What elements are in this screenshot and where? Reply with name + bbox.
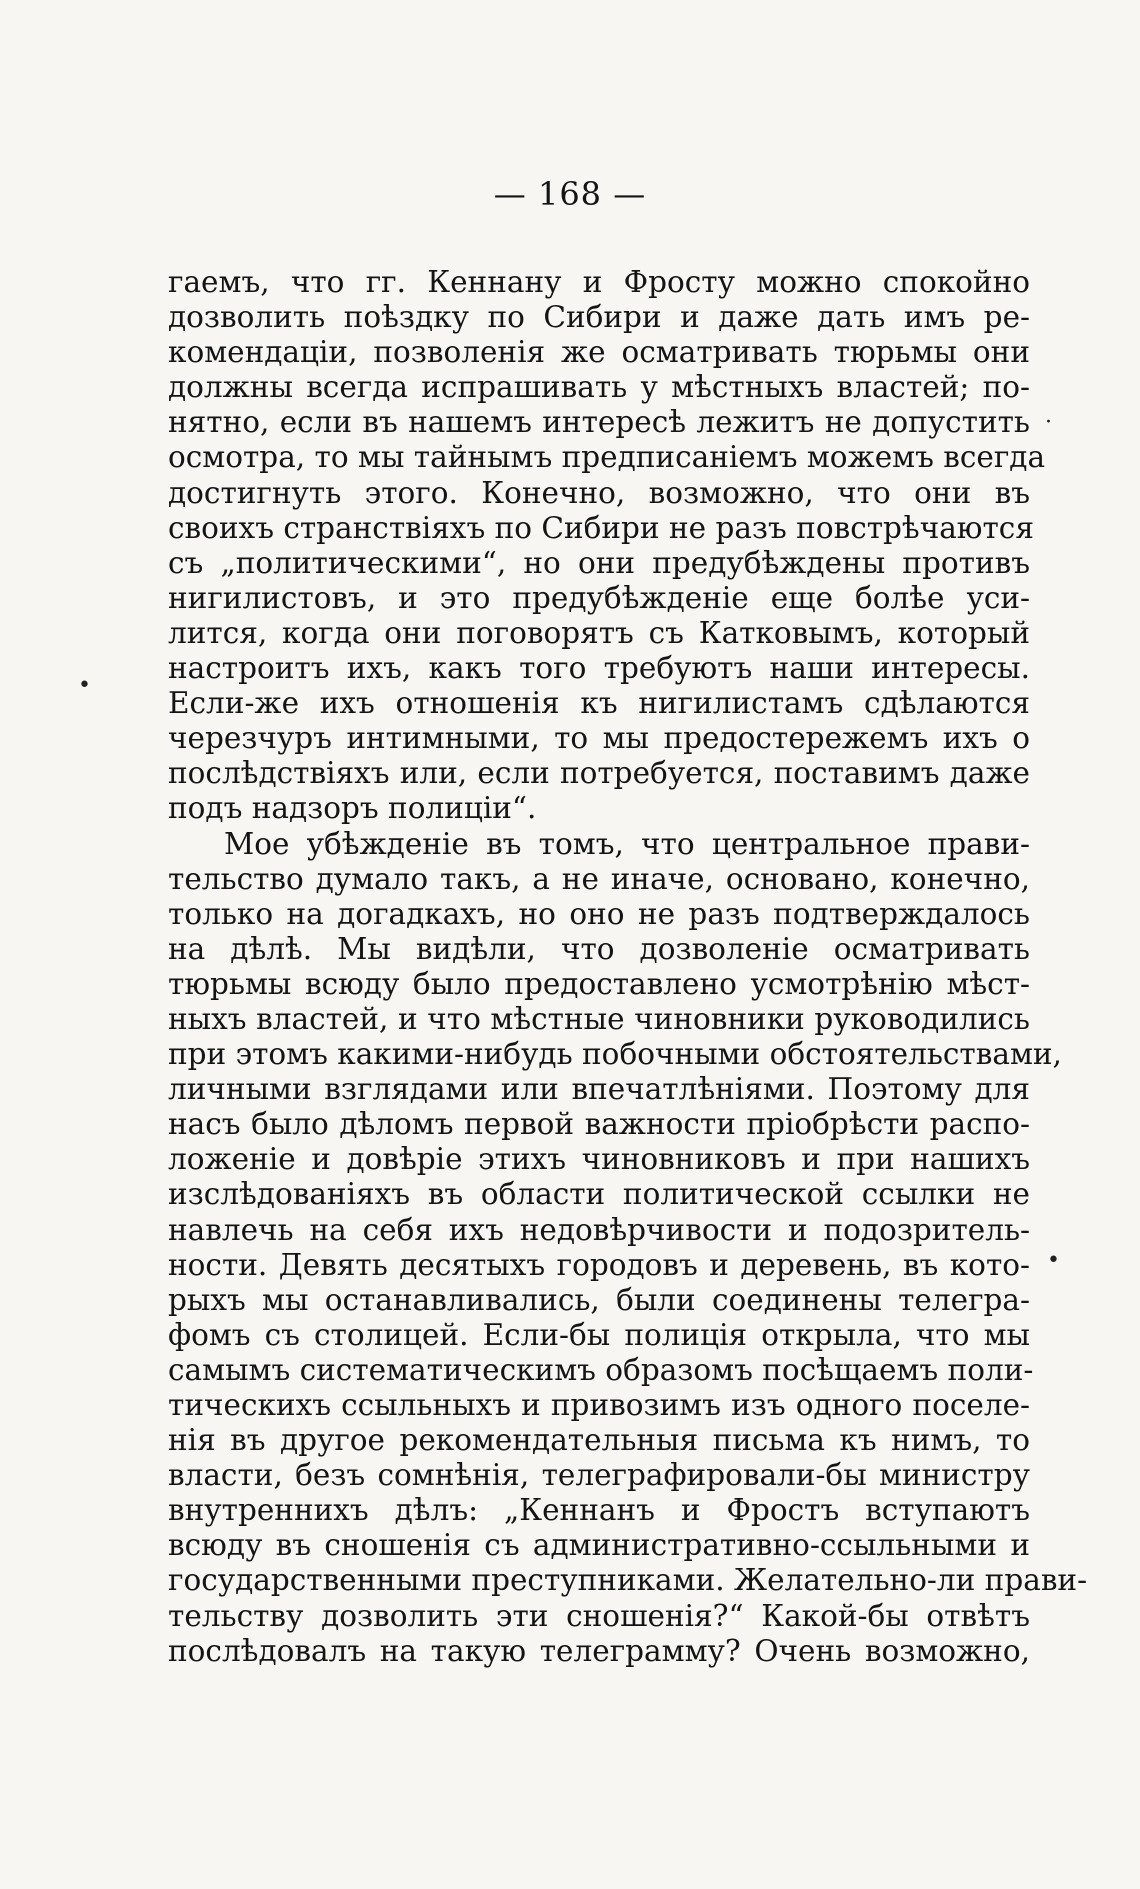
text-line: комендаціи, позволенія же осматривать тюрьмы они	[168, 335, 1030, 370]
text-line: нятно, если въ нашемъ интересѣ лежитъ не допустить	[168, 405, 1030, 440]
text-line: съ „политическими“, но они предубѣждены противъ	[168, 545, 1030, 580]
text-line: государственными преступниками. Желательно-ли прави-	[168, 1563, 1088, 1598]
text-line: только на догадкахъ, но оно не разъ подтверждалось	[168, 896, 1030, 931]
text-line: внутреннихъ дѣлъ: „Кеннанъ и Фростъ вступаютъ	[168, 1493, 1030, 1528]
text-line: личными взглядами или впечатлѣніями. Поэтому для	[168, 1072, 1030, 1107]
text-line: достигнуть этого. Конечно, возможно, что они въ	[168, 475, 1030, 510]
text-line: лится, когда они поговорятъ съ Катковымъ, который	[168, 615, 1030, 650]
text-line: послѣдствіяхъ или, если потребуется, поставимъ даже	[168, 756, 1030, 791]
text-line: тельству дозволить эти сношенія?“ Какой-бы отвѣтъ	[168, 1598, 1030, 1633]
text-line: ныхъ властей, и что мѣстные чиновники руководились	[168, 1001, 1030, 1036]
page-number: — 168 —	[493, 175, 647, 213]
text-line: всюду въ сношенія съ административно-ссыльными и	[168, 1528, 1030, 1563]
text-line: Если-же ихъ отношенія къ нигилистамъ сдѣлаются	[168, 686, 1030, 721]
text-line: тическихъ ссыльныхъ и привозимъ изъ одного поселе-	[168, 1388, 1030, 1422]
text-line: фомъ съ столицей. Если-бы полиція открыла, что мы	[168, 1317, 1030, 1352]
paragraph-end-line: подъ надзоръ полиціи“.	[168, 791, 537, 826]
text-line: гаемъ, что гг. Кеннану и Фросту можно спокойно	[168, 265, 1030, 299]
text-line: нія въ другое рекомендательныя письма къ нимъ, то	[168, 1423, 1030, 1458]
text-line: дозволить поѣздку по Сибири и даже дать имъ ре-	[168, 300, 1030, 335]
text-line: тельство думало такъ, а не иначе, основано, конечно,	[168, 861, 1030, 896]
text-line: тюрьмы всюду было предоставлено усмотрѣнію мѣст-	[168, 966, 1030, 1001]
text-line: насъ было дѣломъ первой важности пріобрѣсти распо-	[168, 1107, 1030, 1142]
stray-mark: ·	[1045, 410, 1052, 435]
text-line: черезчуръ интимными, то мы предостережемъ ихъ о	[168, 721, 1030, 756]
text-line: своихъ странствіяхъ по Сибири не разъ повстрѣчаются	[168, 510, 1034, 545]
body-text	[168, 265, 1088, 1669]
text-line: на дѣлѣ. Мы видѣли, что дозволеніе осматривать	[168, 931, 1030, 966]
stray-mark: •	[78, 673, 91, 698]
text-line: рыхъ мы останавливались, были соединены телегра-	[168, 1282, 1030, 1317]
text-line: должны всегда испрашивать у мѣстныхъ властей; по-	[168, 370, 1030, 405]
text-line: ности. Девять десятыхъ городовъ и деревень, въ кото-	[168, 1247, 1030, 1282]
paragraph-start-line: Мое убѣжденіе въ томъ, что центральное прави-	[224, 826, 1030, 861]
text-line: послѣдовалъ на такую телеграмму? Очень возможно,	[168, 1633, 1030, 1668]
text-line: самымъ систематическимъ образомъ посѣщаемъ поли-	[168, 1352, 1034, 1387]
text-line: нигилистовъ, и это предубѣжденіе еще болѣе уси-	[168, 580, 1030, 615]
text-line: навлечь на себя ихъ недовѣрчивости и подозритель-	[168, 1212, 1030, 1247]
text-line: власти, безъ сомнѣнія, телеграфировали-бы министру	[168, 1458, 1030, 1493]
text-line: изслѣдованіяхъ въ области политической ссылки не	[168, 1177, 1030, 1212]
text-line: настроитъ ихъ, какъ того требуютъ наши интересы.	[168, 651, 1030, 686]
text-line: при этомъ какими-нибудь побочными обстоятельствами,	[168, 1037, 1062, 1072]
text-line: ложеніе и довѣріе этихъ чиновниковъ и при нашихъ	[168, 1142, 1030, 1177]
text-line: осмотра, то мы тайнымъ предписаніемъ можемъ всегда	[168, 440, 1046, 475]
stray-mark: •	[1047, 1248, 1060, 1273]
